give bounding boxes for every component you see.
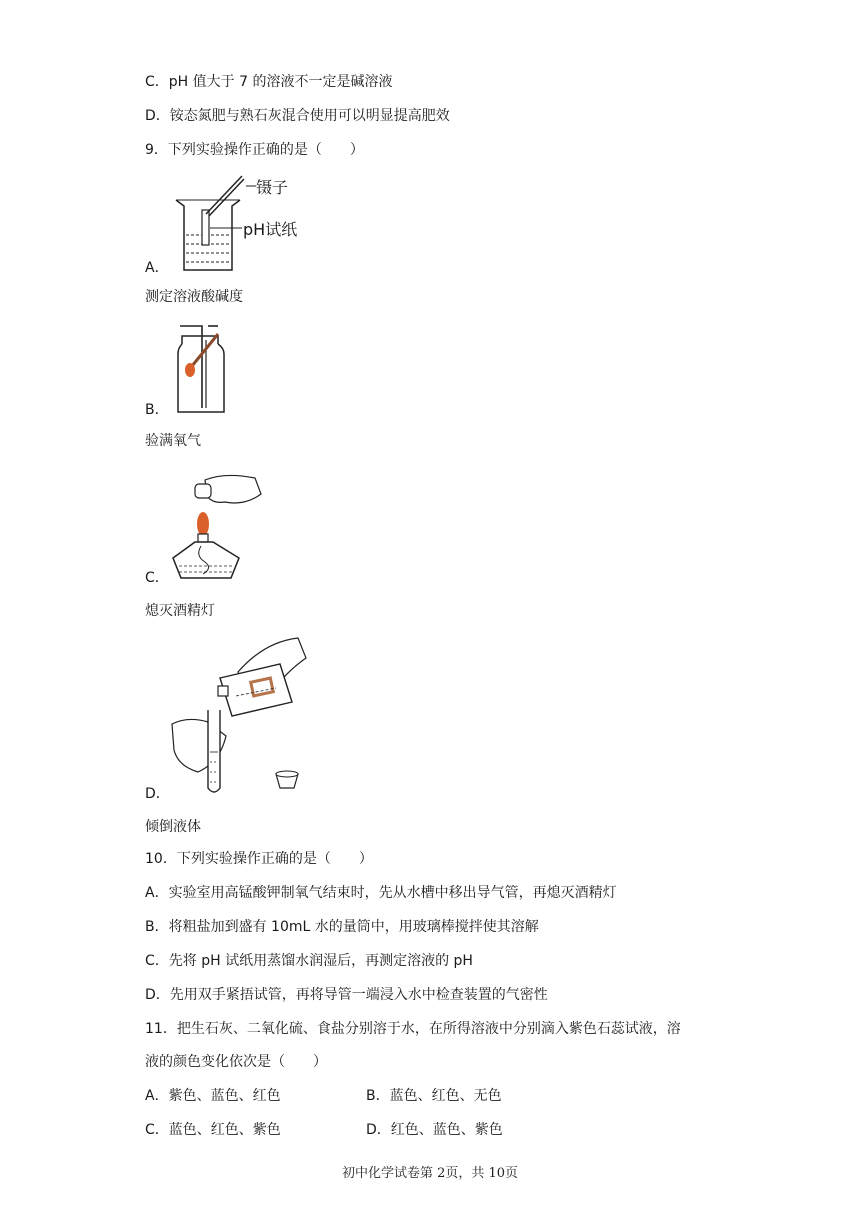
ph-paper-strip bbox=[202, 210, 209, 245]
test-tube bbox=[208, 710, 220, 792]
q11-stem-line1: 11．把生石灰、二氧化硫、食盐分别溶于水，在所得溶液中分别滴入紫色石蕊试液，溶 bbox=[145, 1021, 681, 1037]
q9-option-b-caption: 验满氧气 bbox=[145, 433, 201, 449]
lamp-cap bbox=[195, 484, 211, 498]
q9-option-a-caption: 测定溶液酸碱度 bbox=[145, 289, 243, 305]
q10-option-b: B．将粗盐加到盛有 10mL 水的量筒中，用玻璃棒搅拌使其溶解 bbox=[145, 919, 539, 935]
lamp-body bbox=[173, 542, 239, 578]
q11-option-d: D．红色、蓝色、紫色 bbox=[366, 1122, 503, 1138]
tweezers bbox=[206, 176, 242, 214]
flame-icon bbox=[197, 512, 209, 536]
q9-stem: 9．下列实验操作正确的是（ ） bbox=[145, 142, 364, 158]
ph-paper-label: pH试纸 bbox=[243, 220, 298, 239]
q10-stem: 10．下列实验操作正确的是（ ） bbox=[145, 851, 373, 867]
tweezers-label: 镊子 bbox=[256, 178, 289, 197]
q9-option-d-caption: 倾倒液体 bbox=[145, 819, 201, 835]
hand-icon bbox=[205, 475, 261, 503]
q8-option-c: C．pH 值大于 7 的溶液不一定是碱溶液 bbox=[145, 74, 393, 90]
q9-option-b-letter: B． bbox=[145, 402, 169, 418]
q9-option-c-letter: C． bbox=[145, 570, 169, 586]
page-footer: 初中化学试卷第 2页，共 10页 bbox=[341, 1166, 519, 1181]
q8-option-d: D．铵态氮肥与熟石灰混合使用可以明显提高肥效 bbox=[145, 108, 450, 124]
q10-option-d: D．先用双手紧捂试管，再将导管一端浸入水中检查装置的气密性 bbox=[145, 987, 548, 1003]
wooden-splint bbox=[192, 334, 218, 366]
q11-option-b: B．蓝色、红色、无色 bbox=[366, 1088, 502, 1104]
q9-option-d-letter: D． bbox=[145, 786, 170, 802]
oxygen-full-test-figure bbox=[172, 320, 232, 415]
q11-stem-line2: 液的颜色变化依次是（ ） bbox=[145, 1054, 327, 1070]
q9-option-a-letter: A． bbox=[145, 260, 169, 276]
q10-option-a: A．实验室用高锰酸钾制氧气结束时，先从水槽中移出导气管，再熄灭酒精灯 bbox=[145, 885, 617, 901]
q11-option-c: C．蓝色、红色、紫色 bbox=[145, 1122, 281, 1138]
q11-option-a: A．紫色、蓝色、红色 bbox=[145, 1088, 281, 1104]
reagent-bottle bbox=[220, 664, 292, 716]
alcohol-lamp-figure bbox=[165, 470, 265, 582]
q9-option-c-caption: 熄灭酒精灯 bbox=[145, 603, 215, 619]
pouring-liquid-figure bbox=[168, 632, 308, 798]
q10-option-c: C．先将 pH 试纸用蒸馏水润湿后，再测定溶液的 pH bbox=[145, 953, 473, 969]
flame-icon bbox=[185, 363, 195, 377]
